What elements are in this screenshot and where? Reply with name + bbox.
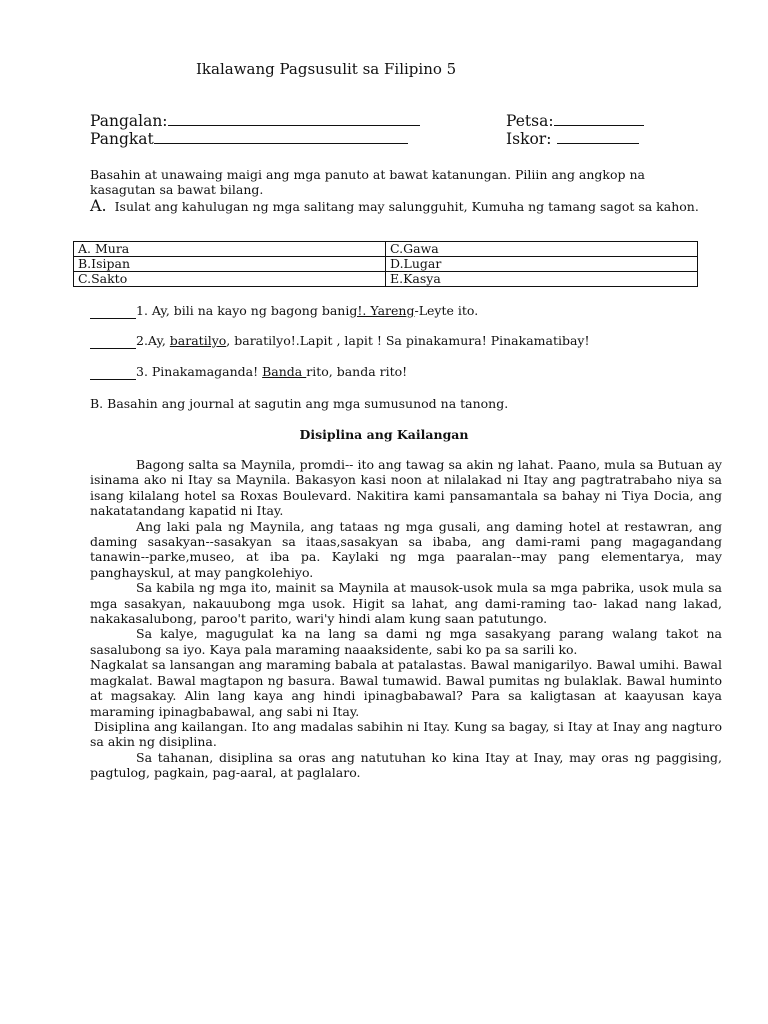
part-a-letter: A. (90, 196, 107, 215)
section-label: Pangkat (90, 130, 154, 148)
choice-cell: C.Gawa (386, 242, 698, 257)
part-a-instructions (90, 198, 712, 215)
answer-blank[interactable] (90, 303, 136, 319)
question-text: -Leyte ito. (414, 303, 479, 318)
question-text: rito, banda rito! (306, 364, 408, 379)
section-field[interactable] (90, 130, 408, 148)
question-1 (90, 303, 478, 319)
page-title: Ikalawang Pagsusulit sa Filipino 5 (196, 60, 457, 78)
name-blank[interactable] (168, 125, 420, 126)
underlined-word: baratilyo (169, 333, 227, 348)
table-row (74, 242, 698, 257)
score-blank[interactable] (557, 143, 639, 144)
story-body (90, 457, 722, 781)
story-paragraph: Ang laki pala ng Maynila, ang tataas ng mga gusali, ang daming hotel at restawran, ang daming sasakyan--sasakyan sa itaas,sasakyan sa ibaba, ang dami-rami pang magagandang tanawin--parke,museo, at iba pa. Kaylaki ng mga paaralan--may pang elementarya, may panghayskul, at may pangkolehiyo. (90, 518, 722, 580)
date-blank[interactable] (554, 125, 644, 126)
choice-cell: C.Sakto (74, 272, 386, 287)
story-paragraph: Nagkalat sa lansangan ang maraming babala at patalastas. Bawal manigarilyo. Bawal umihi. Bawal magkalat. Bawal magtapon ng basura. Bawal tumawid. Bawal pumitas ng bulaklak. Bawal huminto at magsakay. Alin lang kaya ang hindi ipinagbabawal? Para sa kaligtasan at kaayusan kaya maraming ipinagbabawal, ang sabi ni Itay. (90, 657, 722, 719)
story-paragraph: Disiplina ang kailangan. Ito ang madalas sabihin ni Itay. Kung sa bagay, si Itay at Inay ang nagturo sa akin ng disiplina. (90, 718, 722, 750)
name-label: Pangalan: (90, 112, 168, 130)
score-label: Iskor: (506, 130, 552, 148)
story-paragraph: Sa tahanan, disiplina sa oras ang natutuhan ko kina Itay at Inay, may oras ng paggising, pagtulog, pagkain, pag-aaral, at paglalaro. (90, 749, 722, 781)
part-b-instructions: B. Basahin ang journal at sagutin ang mga sumusunod na tanong. (90, 396, 509, 411)
answer-blank[interactable] (90, 364, 136, 380)
table-row (74, 257, 698, 272)
underlined-word: g!. Yareng (349, 303, 415, 318)
question-text: 2.Ay, (136, 333, 170, 348)
instructions: Basahin at unawaing maigi ang mga panuto at bawat katanungan. Piliin ang angkop na kasagutan sa bawat bilang. (90, 167, 646, 197)
question-2 (90, 333, 590, 349)
part-a-text: Isulat ang kahulugan ng mga salitang may salungguhit, Kumuha ng tamang sagot sa kahon. (114, 199, 699, 214)
question-text: 3. Pinakamaganda! (136, 364, 263, 379)
choice-cell: A. Mura (74, 242, 386, 257)
question-3 (90, 364, 407, 380)
date-field[interactable] (506, 112, 644, 130)
choice-cell: E.Kasya (386, 272, 698, 287)
choice-cell: D.Lugar (386, 257, 698, 272)
date-label: Petsa: (506, 112, 554, 130)
question-text: 1. Ay, bili na kayo ng bagong bani (136, 303, 350, 318)
story-title: Disiplina ang Kailangan (299, 427, 469, 442)
score-field[interactable] (506, 130, 639, 148)
underlined-word: Banda (262, 364, 307, 379)
section-blank[interactable] (154, 143, 408, 144)
choices-table (73, 241, 698, 287)
story-paragraph: Sa kalye, magugulat ka na lang sa dami ng mga sasakyang parang walang takot na sasalubong sa iyo. Kaya pala maraming naaaksidente, sabi ko pa sa sarili ko. (90, 626, 722, 657)
choice-cell: B.Isipan (74, 257, 386, 272)
story-paragraph: Sa kabila ng mga ito, mainit sa Maynila at mausok-usok mula sa mga pabrika, usok mula sa mga sasakyan, nakauubong mga usok. Higit sa lahat, ang dami-raming tao- lakad nang lakad, nakakasalubong, paroo't parito, wari'y hindi alam kung saan patutungo. (90, 580, 722, 627)
answer-blank[interactable] (90, 333, 136, 349)
name-field[interactable] (90, 112, 420, 130)
question-text: , baratilyo!.Lapit , lapit ! Sa pinakamura! Pinakamatibay! (226, 333, 590, 348)
table-row (74, 272, 698, 287)
story-paragraph: Bagong salta sa Maynila, promdi-- ito ang tawag sa akin ng lahat. Paano, mula sa Butuan ay isinama ako ni Itay sa Maynila. Bakasyon kasi noon at nilalakad ni Itay ang pagtratrabaho niya sa isang kilalang hotel sa Roxas Boulevard. Nakitira kami pansamantala sa bahay ni Tiya Docia, ang nakatatandang kapatid ni Itay. (90, 457, 722, 519)
